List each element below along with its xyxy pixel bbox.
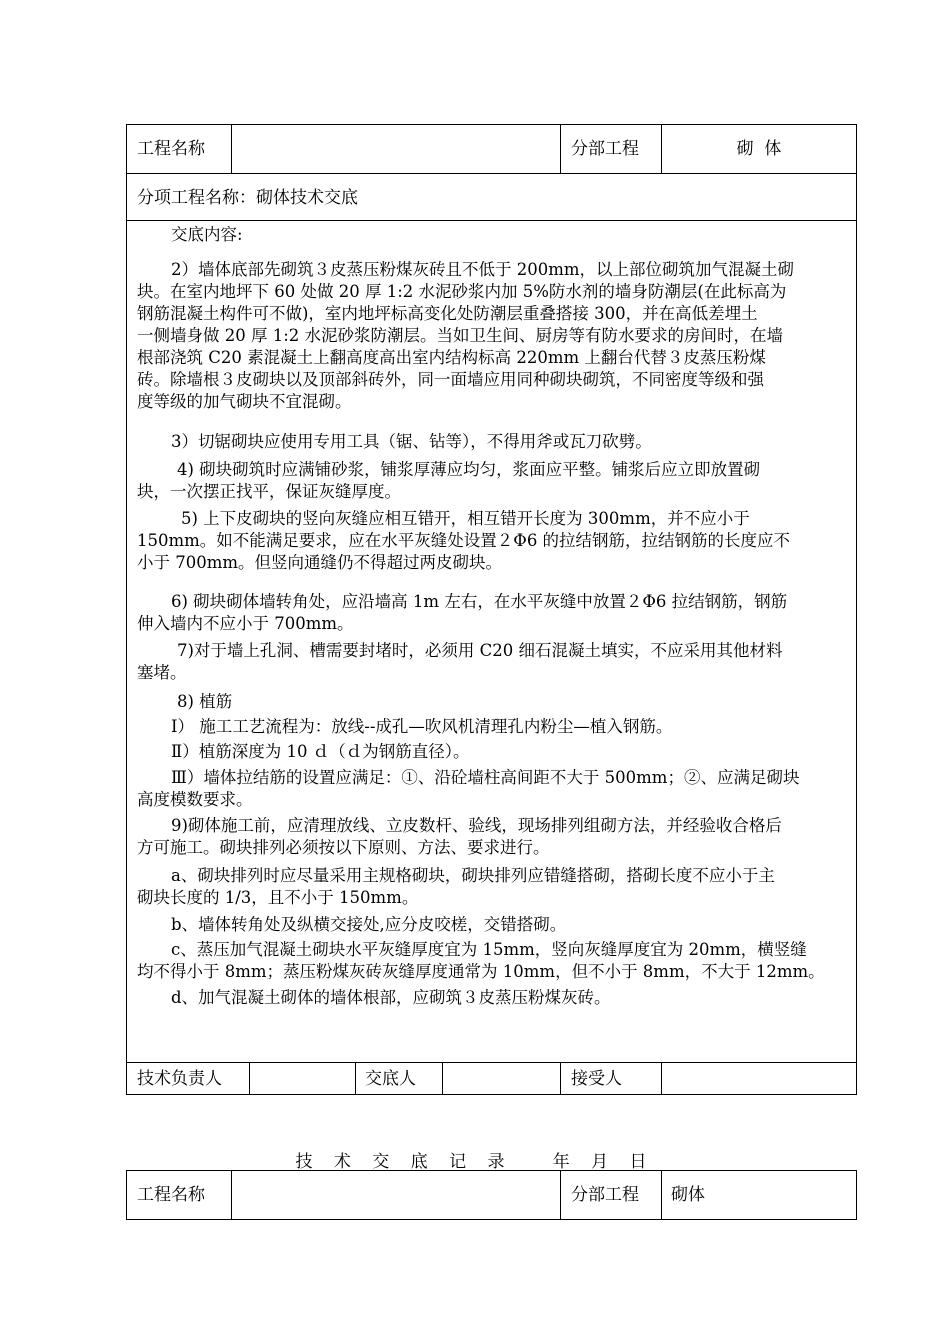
divider [560, 1062, 561, 1094]
paragraph-8-ii: Ⅱ）植筋深度为 10 ｄ（ｄ为钢筋直径）。 [171, 742, 470, 761]
divider [249, 1062, 250, 1094]
divider [560, 1171, 561, 1219]
project-name-label: 工程名称 [137, 139, 205, 159]
divider [661, 1062, 662, 1094]
paragraph-9: 9)砌体施工前，应清理放线、立皮数杆、验线，现场排列组砌方法，并经验收合格后 方可施工。砌块排列必须按以下原则、方法、要求进行。 [137, 816, 782, 857]
sub-project-value: 砌 体 [736, 139, 782, 159]
sub-project-value-2: 砌体 [671, 1185, 705, 1205]
sub-project-label-2: 分部工程 [571, 1185, 639, 1205]
divider [442, 1062, 443, 1094]
sub-project-label: 分部工程 [571, 139, 639, 159]
content-heading: 交底内容: [171, 225, 243, 244]
divider [560, 125, 561, 173]
paragraph-7: 7)对于墙上孔洞、槽需要封堵时，必须用 C20 细石混凝土填实，不应采用其他材料 塞堵。 [137, 641, 783, 682]
item-name: 分项工程名称：砌体技术交底 [137, 188, 358, 208]
divider [127, 220, 856, 221]
divider [127, 173, 856, 174]
receiver-label: 接受人 [571, 1069, 622, 1089]
paragraph-3: 3）切锯砌块应使用专用工具（锯、钻等），不得用斧或瓦刀砍劈。 [171, 432, 652, 451]
project-name-label-2: 工程名称 [137, 1185, 205, 1205]
tech-leader-label: 技术负责人 [137, 1069, 222, 1089]
paragraph-4: 4) 砌块砌筑时应满铺砂浆，铺浆厚薄应均匀，浆面应平整。铺浆后应立即放置砌 块，一次摆正找平，保证灰缝厚度。 [137, 460, 761, 501]
paragraph-9b: b、墙体转角处及纵横交接处,应分皮咬槎，交错搭砌。 [171, 915, 567, 934]
paragraph-2: 2）墙体底部先砌筑３皮蒸压粉煤灰砖且不低于 200mm，以上部位砌筑加气混凝土砌 块。在室内地坪下 60 处做 20 厚 1:2 水泥砂浆内加 5%防水剂的墙身防潮层(在此标高为 钢筋混凝土构件可不做)，室内地坪标高变化处防潮层重叠搭接 300，并在高低差埋土 一侧墙身做 20 厚 1:2 水泥砂浆防潮层。当如卫生间、厨房等有防水要求的房间时，在墙 根部浇筑 C20 素混凝土上翻高度高出室内结构标高 220mm 上翻台代替３皮蒸压粉煤 砖。除墙根３皮砌块以及顶部斜砖外，同一面墙应用同种砌块砌筑，不同密度等级和强 度等级的加气砌块不宜混砌。 [137, 260, 795, 411]
paragraph-8-i: Ⅰ） 施工工艺流程为：放线--成孔—吹风机清理孔内粉尘—植入钢筋。 [171, 717, 673, 736]
paragraph-8-iii: Ⅲ）墙体拉结筋的设置应满足：①、沿砼墙柱高间距不大于 500mm；②、应满足砌块 高度模数要求。 [137, 768, 800, 809]
paragraph-6: 6) 砌块砌体墙转角处，应沿墙高 1m 左右，在水平灰缝中放置２Φ6 拉结钢筋，钢筋 伸入墙内不应小于 700mm。 [137, 592, 788, 633]
disclosure-table [126, 124, 857, 1095]
divider [127, 1062, 856, 1063]
divider [231, 1171, 232, 1219]
paragraph-9c: c、蒸压加气混凝土砌块水平灰缝厚度宜为 15mm，竖向灰缝厚度宜为 20mm，横竖缝 均不得小于 8mm；蒸压粉煤灰砖灰缝厚度通常为 10mm，但不小于 8mm，不大于 12mm。 [137, 940, 825, 981]
paragraph-9d: d、加气混凝土砌体的墙体根部，应砌筑３皮蒸压粉煤灰砖。 [171, 988, 611, 1007]
record-title: 技 术 交 底 记 录 年 月 日 [295, 1152, 655, 1172]
record-table [126, 1170, 857, 1220]
paragraph-9a: a、砌块排列时应尽量采用主规格砌块，砌块排列应错缝搭砌，搭砌长度不应小于主 砌块长度的 1/3，且不小于 150mm。 [137, 866, 775, 907]
paragraph-5: 5) 上下皮砌块的竖向灰缝应相互错开，相互错开长度为 300mm，并不应小于 150mm。如不能满足要求，应在水平灰缝处设置２Φ6 的拉结钢筋，拉结钢筋的长度应不 小于 700mm。但竖向通缝仍不得超过两皮砌块。 [137, 509, 791, 572]
divider [231, 125, 232, 173]
divider [661, 1171, 662, 1219]
paragraph-8: 8) 植筋 [177, 692, 233, 711]
presenter-label: 交底人 [365, 1069, 416, 1089]
divider [355, 1062, 356, 1094]
